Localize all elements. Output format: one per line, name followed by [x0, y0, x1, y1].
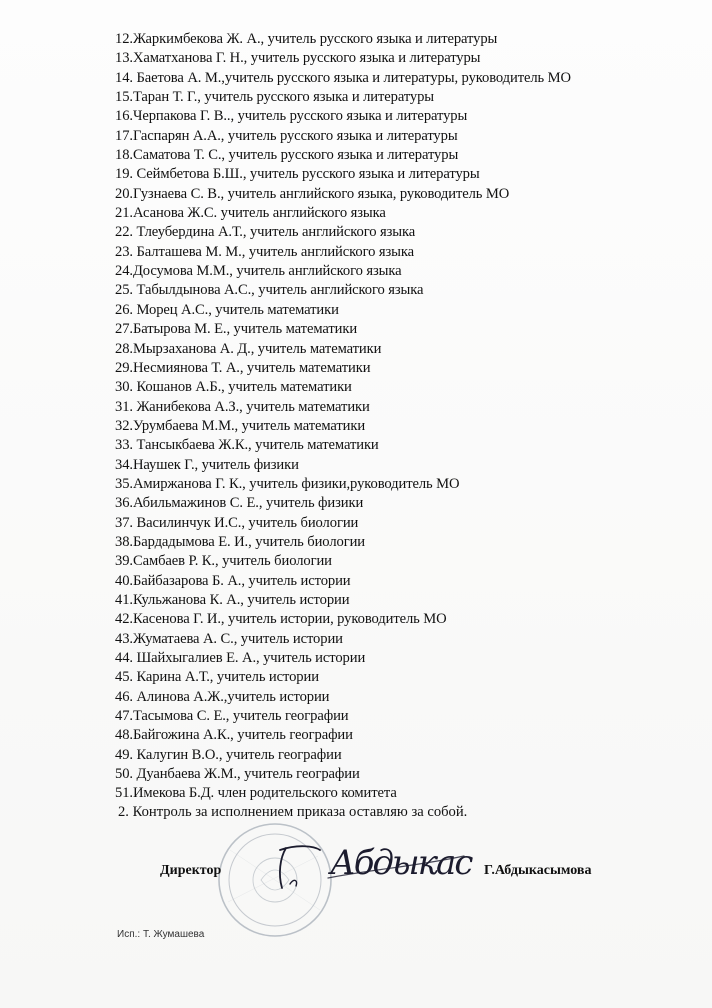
control-clause: 2. Контроль за исполнением приказа оставляю за собой. [118, 804, 468, 820]
list-item: 13.Хаматханова Г. Н., учитель русского языка и литературы [115, 50, 481, 67]
director-signature [268, 840, 478, 900]
list-item: 36.Абильмажинов С. Е., учитель физики [115, 495, 364, 512]
list-item: 22. Тлеубердина А.Т., учитель английского языка [115, 224, 416, 241]
svg-text:Абдыкас: Абдыкас [330, 843, 472, 883]
list-item: 23. Балташева М. М., учитель английского языка [115, 243, 414, 260]
list-item: 17.Гаспарян А.А., учитель русского языка и литературы [115, 127, 458, 144]
list-item: 42.Касенова Г. И., учитель истории, руководитель МО [115, 611, 447, 628]
list-item: 40.Байбазарова Б. А., учитель истории [115, 572, 351, 589]
list-item: 29.Несмиянова Т. А., учитель математики [115, 359, 371, 376]
list-item: 44. Шайхыгалиев Е. А., учитель истории [115, 650, 366, 666]
list-item: 35.Амиржанова Г. К., учитель физики,руководитель МО [115, 475, 460, 492]
list-item: 12.Жаркимбекова Ж. А., учитель русского языка и литературы [115, 31, 498, 47]
list-item: 20.Гузнаева С. В., учитель английского языка, руководитель МО [115, 185, 510, 202]
list-item: 34.Наушек Г., учитель физики [115, 456, 299, 473]
list-item: 28.Мырзаханова А. Д., учитель математики [115, 340, 382, 357]
list-item: 30. Кошанов А.Б., учитель математики [115, 379, 352, 396]
list-item: 48.Байгожина А.К., учитель географии [115, 727, 353, 744]
list-item: 33. Тансыкбаева Ж.К., учитель математики [115, 437, 379, 454]
list-item: 49. Калугин В.О., учитель географии [115, 746, 342, 763]
list-item: 37. Василинчук И.С., учитель биологии [115, 514, 359, 531]
list-item: 31. Жанибекова А.З., учитель математики [115, 398, 370, 415]
list-item: 27.Батырова М. Е., учитель математики [115, 321, 358, 338]
list-item: 21.Асанова Ж.С. учитель английского языка [115, 205, 386, 222]
list-item: 24.Досумова М.М., учитель английского языка [115, 263, 402, 280]
executor-note: Исп.: Т. Жумашева [117, 929, 205, 940]
list-item: 15.Таран Т. Г., учитель русского языка и литературы [115, 89, 435, 106]
director-title: Директор [160, 863, 222, 878]
list-item: 47.Тасымова С. Е., учитель географии [115, 708, 349, 725]
list-item: 14. Баетова А. М.,учитель русского языка и литературы, руководитель МО [115, 69, 571, 86]
list-item: 16.Черпакова Г. В.., учитель русского языка и литературы [115, 108, 468, 125]
list-item: 19. Сеймбетова Б.Ш., учитель русского языка и литературы [115, 166, 480, 183]
list-item: 38.Бардадымова Е. И., учитель биологии [115, 533, 366, 550]
list-item: 32.Урумбаева М.М., учитель математики [115, 417, 366, 434]
list-item: 25. Табылдынова А.С., учитель английского языка [115, 282, 424, 299]
list-item: 26. Морец А.С., учитель математики [115, 301, 339, 318]
list-item: 46. Алинова А.Ж.,учитель истории [115, 688, 330, 705]
staff-list [115, 30, 571, 804]
list-item: 50. Дуанбаева Ж.М., учитель географии [115, 766, 360, 783]
list-item: 51.Имекова Б.Д. член родительского комитета [115, 785, 397, 802]
list-item: 43.Жуматаева А. С., учитель истории [115, 630, 343, 647]
list-item: 39.Самбаев Р. К., учитель биологии [115, 553, 332, 570]
director-name: Г.Абдыкасымова [484, 863, 592, 878]
list-item: 45. Карина А.Т., учитель истории [115, 669, 319, 686]
list-item: 18.Саматова Т. С., учитель русского языка и литературы [115, 147, 459, 164]
list-item: 41.Кульжанова К. А., учитель истории [115, 591, 350, 608]
